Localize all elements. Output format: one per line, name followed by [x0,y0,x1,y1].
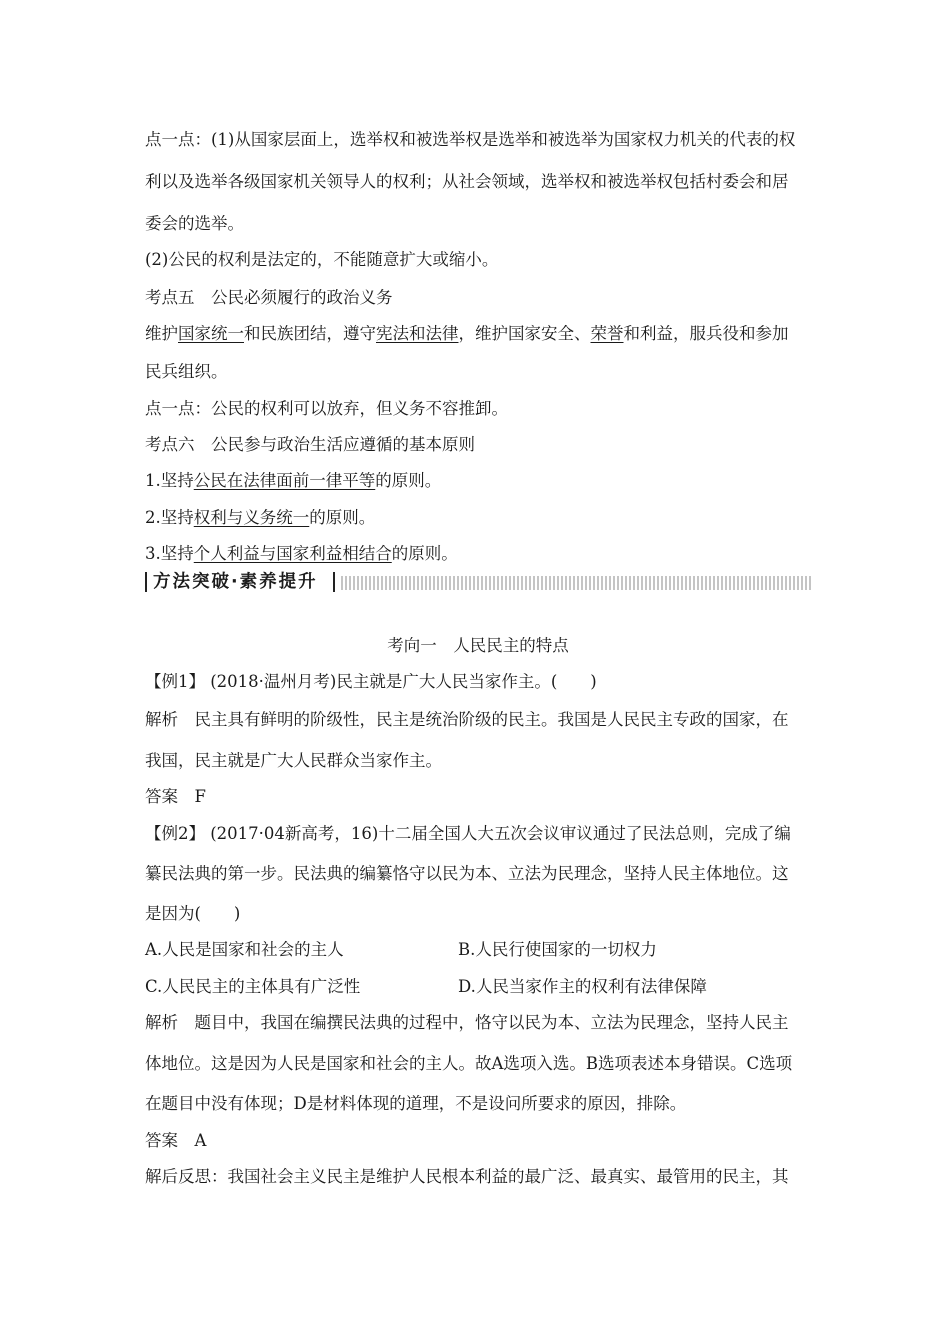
underlined-term: 国家统一 [178,324,244,343]
paragraph: 点一点：公民的权利可以放弃，但义务不容推卸。 [145,399,508,418]
answer: 答案 F [145,787,206,806]
reflection: 解后反思：我国社会主义民主是维护人民根本利益的最广泛、最真实、最管用的民主，其 [145,1167,789,1186]
banner-pattern [341,576,811,590]
paragraph: 点一点：(1)从国家层面上，选举权和被选举权是选举和被选举为国家权力机关的代表的权 [145,130,796,149]
list-item: 2.坚持权利与义务统一的原则。 [145,508,376,527]
paragraph: 民兵组织。 [145,362,228,381]
option-b: B.人民行使国家的一切权力 [458,940,657,959]
analysis: 解析 民主具有鲜明的阶级性，民主是统治阶级的民主。我国是人民民主专政的国家，在 [145,710,789,729]
paragraph: 利以及选举各级国家机关领导人的权利；从社会领域，选举权和被选举权包括村委会和居 [145,172,789,191]
section-heading: 考点六 公民参与政治生活应遵循的基本原则 [145,435,475,454]
example-label: 【例1】 [145,672,205,691]
list-item: 1.坚持公民在法律面前一律平等的原则。 [145,471,442,490]
paragraph-kd5: 维护国家统一和民族团结，遵守宪法和法律，维护国家安全、荣誉和利益，服兵役和参加 [145,324,789,343]
example-1: 【例1】 (2018·温州月考)民主就是广大人民当家作主。( ) [145,672,597,691]
paragraph: (2)公民的权利是法定的，不能随意扩大或缩小。 [145,250,499,269]
answer: 答案 A [145,1131,207,1150]
analysis: 体地位。这是因为人民是国家和社会的主人。故A选项入选。B选项表述本身错误。C选项 [145,1054,793,1073]
example-label: 【例2】 [145,824,205,843]
underlined-term: 荣誉 [590,324,624,343]
banner-title: 方法突破·素养提升 [153,572,318,592]
banner-bar-right [333,572,335,592]
subsection-title: 考向一 人民民主的特点 [387,636,569,655]
list-item: 3.坚持个人利益与国家利益相结合的原则。 [145,544,458,563]
underlined-term: 个人利益与国家利益相结合 [193,544,392,563]
option-a: A.人民是国家和社会的主人 [145,940,344,959]
analysis: 我国，民主就是广大人民群众当家作主。 [145,751,442,770]
analysis: 解析 题目中，我国在编撰民法典的过程中，恪守以民为本、立法为民理念，坚持人民主 [145,1013,789,1032]
section-banner [145,568,811,596]
banner-bar-left [145,572,147,592]
section-heading: 考点五 公民必须履行的政治义务 [145,288,393,307]
example-2: 【例2】 (2017·04新高考，16)十二届全国人大五次会议审议通过了民法总则，完成了编 [145,824,791,843]
paragraph: 委会的选举。 [145,214,244,233]
option-d: D.人民当家作主的权利有法律保障 [458,977,707,996]
question-text: 是因为( ) [145,904,241,923]
question-text: 纂民法典的第一步。民法典的编纂恪守以民为本、立法为民理念，坚持人民主体地位。这 [145,864,789,883]
underlined-term: 公民在法律面前一律平等 [193,471,376,490]
underlined-term: 宪法和法律 [376,324,459,343]
underlined-term: 权利与义务统一 [193,508,310,527]
analysis: 在题目中没有体现；D是材料体现的道理，不是设问所要求的原因，排除。 [145,1094,687,1113]
option-c: C.人民民主的主体具有广泛性 [145,977,361,996]
